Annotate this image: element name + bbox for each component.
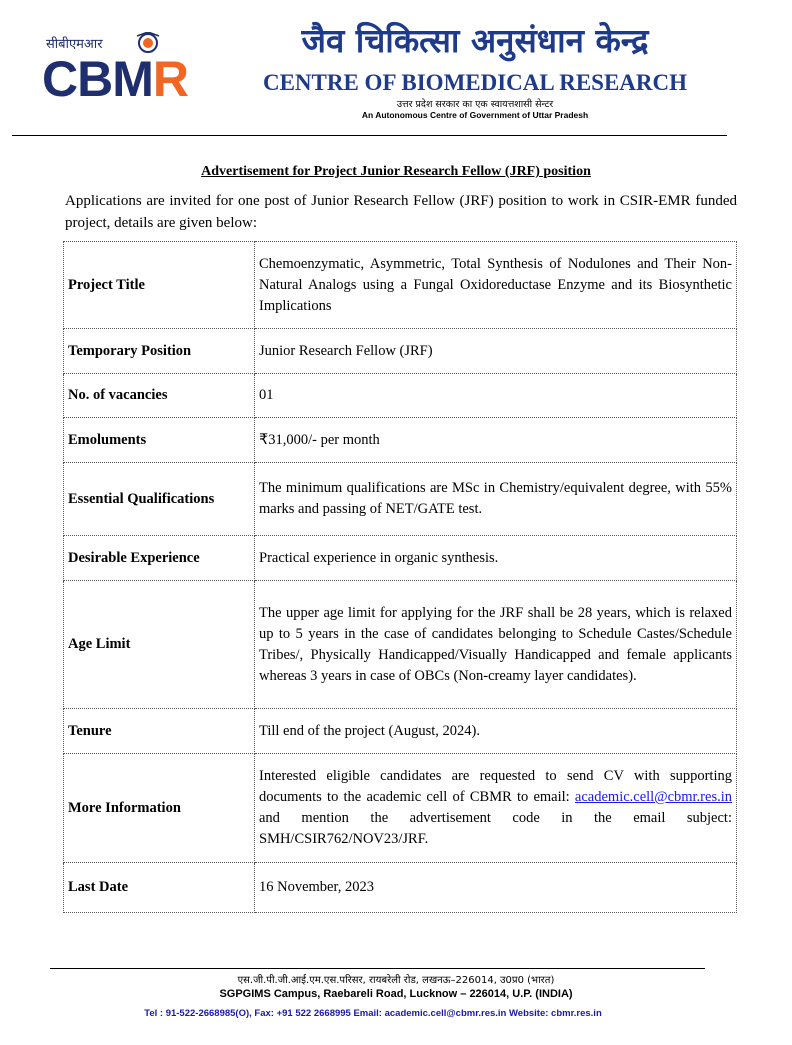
row-value: Till end of the project (August, 2024). (255, 709, 737, 754)
logo-hindi-text: सीबीएमआर (46, 37, 103, 52)
footer-contact: Tel : 91-522-2668985(O), Fax: +91 522 2668995 Email: academic.cell@cbmr.res.in Website: cbmr.res.in (144, 1008, 602, 1019)
table-row (64, 418, 737, 463)
row-value: Chemoenzymatic, Asymmetric, Total Synthesis of Nodulones and Their Non-Natural Analogs using a Fungal Oxidoreductase Enzyme and its Biosynthetic Implications (255, 242, 737, 329)
logo-wordmark (42, 51, 188, 107)
hindi-title: जैव चिकित्सा अनुसंधान केन्द्र (301, 21, 649, 60)
logo-word-cbm: CBM (42, 51, 153, 107)
english-title: CENTRE OF BIOMEDICAL RESEARCH (262, 70, 688, 95)
advertisement-heading: Advertisement for Project Junior Research Fellow (JRF) position (201, 164, 591, 179)
table-row (64, 242, 737, 329)
email-link[interactable]: academic.cell@cbmr.res.in (574, 789, 732, 805)
row-label: No. of vacancies (64, 374, 255, 418)
row-label: Age Limit (64, 581, 255, 709)
subtitle-hindi: उत्तर प्रदेश सरकार का एक स्वायत्तशासी सेन्टर (396, 99, 554, 110)
footer-address-hindi: एस.जी.पी.जी.आई.एम.एस.परिसर, रायबरेली रोड, लखनऊ–226014, उ0प्र0 (भारत) (237, 975, 555, 986)
row-label: Temporary Position (64, 329, 255, 374)
footer-divider (50, 968, 705, 969)
footer-address-english: SGPGIMS Campus, Raebareli Road, Lucknow – 226014, U.P. (INDIA) (219, 988, 573, 1000)
row-label: More Information (64, 754, 255, 863)
row-label: Essential Qualifications (64, 463, 255, 536)
row-label: Desirable Experience (64, 536, 255, 581)
row-value: ₹31,000/- per month (255, 418, 737, 463)
table-row (64, 581, 737, 709)
more-info-text-after: and mention the advertisement code in the email subject: SMH/CSIR762/NOV23/JRF. (259, 810, 732, 847)
row-value: Junior Research Fellow (JRF) (255, 329, 737, 374)
table-row (64, 374, 737, 418)
table-row (64, 329, 737, 374)
table-row (64, 863, 737, 913)
row-value (255, 754, 737, 863)
table-row (64, 709, 737, 754)
more-info-text: Interested eligible candidates are requested to send CV with supporting documents to the academic cell of CBMR to email: (259, 768, 732, 805)
subtitle-english: An Autonomous Centre of Government of Uttar Pradesh (361, 110, 589, 120)
logo-word-r: R (152, 51, 188, 107)
row-label: Emoluments (64, 418, 255, 463)
row-value: The minimum qualifications are MSc in Chemistry/equivalent degree, with 55% marks and passing of NET/GATE test. (255, 463, 737, 536)
details-table (63, 241, 737, 913)
row-value: 16 November, 2023 (255, 863, 737, 913)
row-label: Project Title (64, 242, 255, 329)
table-row (64, 536, 737, 581)
row-label: Tenure (64, 709, 255, 754)
advertisement-intro: Applications are invited for one post of Junior Research Fellow (JRF) position to work in CSIR-EMR funded project, details are given below: (65, 193, 737, 231)
table-row (64, 754, 737, 863)
row-value: Practical experience in organic synthesis. (255, 536, 737, 581)
cbmr-logo (40, 30, 210, 106)
row-value: 01 (255, 374, 737, 418)
table-row (64, 463, 737, 536)
row-label: Last Date (64, 863, 255, 913)
header-divider (12, 135, 727, 136)
row-value: The upper age limit for applying for the JRF shall be 28 years, which is relaxed up to 5 years in the case of candidates belonging to Schedule Castes/Schedule Tribes/, Physically Handicapped/Visually Handicapped and female applicants whereas 3 years in case of OBCs (Non-creamy layer candidates). (255, 581, 737, 709)
